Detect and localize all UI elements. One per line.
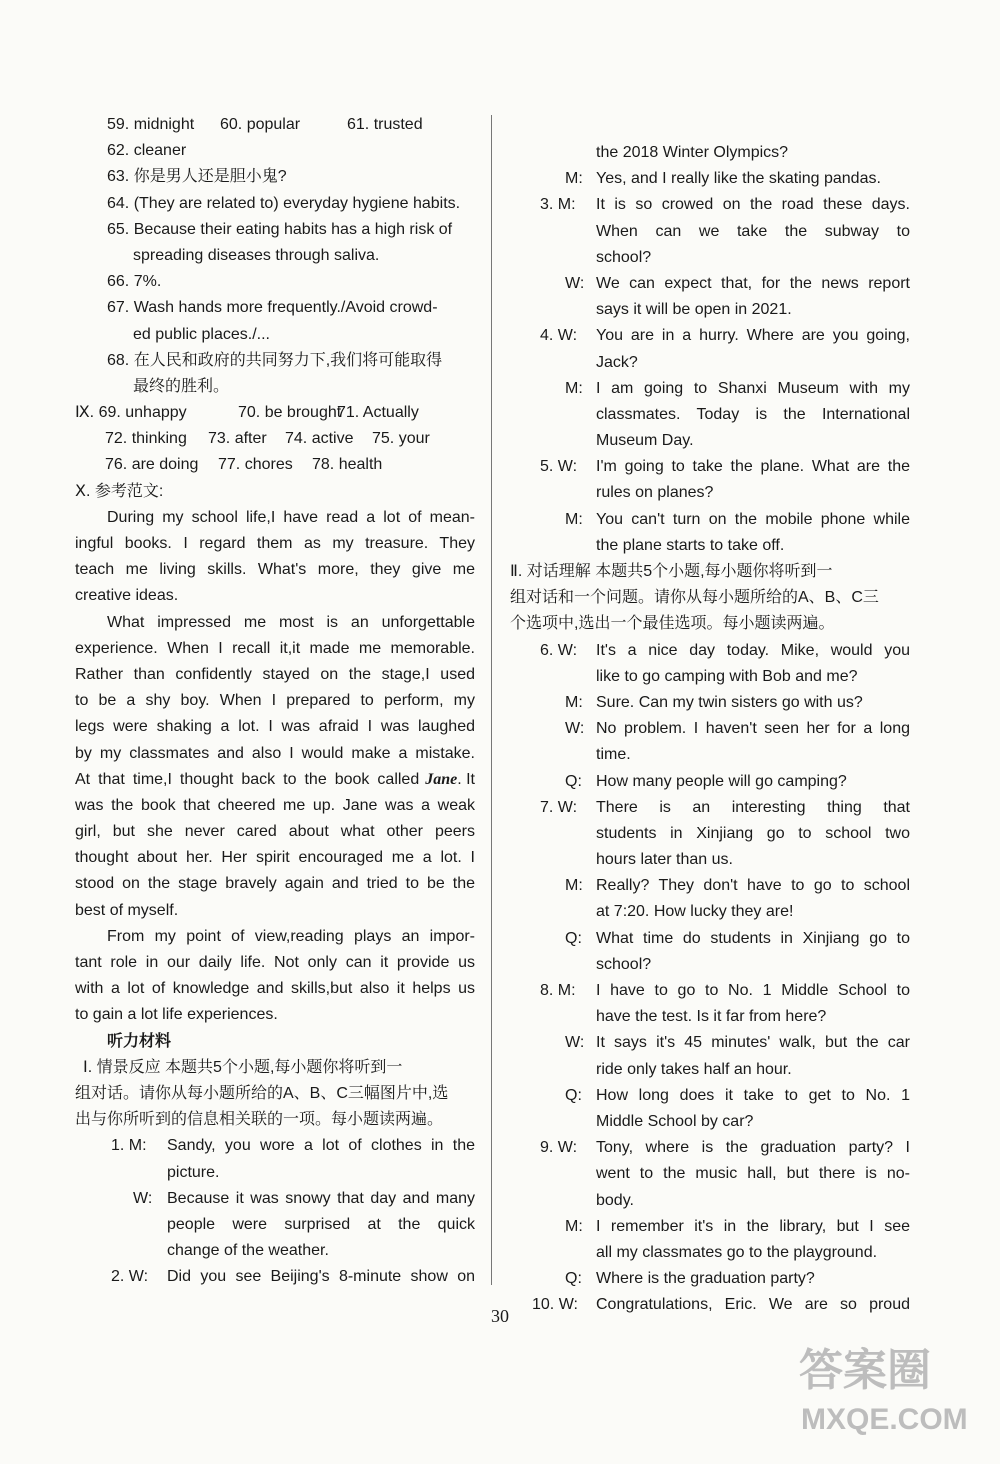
- listening-title: 听力材料: [107, 1032, 172, 1050]
- answer-line-72-75: 72. thinking 73. after 74. active 75. your: [105, 430, 430, 448]
- dialogue-6: 6. W: It's a nice day today. Mike, would you like to go camping with Bob and me? M: Sure. Can my twin sisters go with us? W: No problem. I haven't seen her for a long time. Q: How many people will go camping?: [540, 641, 910, 790]
- answer-line-69-71: Ⅸ. 69. unhappy 70. be brought 71. Actually: [75, 404, 419, 422]
- dialogue-9: 9. W: Tony, where is the graduation party? I went to the music hall, but there is no- body. M: I remember it's in the library, but I see all my classmates go to the playground. Q: Where is the graduation party?: [540, 1139, 910, 1288]
- dialogue-8: 8. M: I have to go to No. 1 Middle School to have the test. Is it far from here? W: It says it's 45 minutes' walk, but the car ride only takes half an hour. Q: How long does it take to get to No. 1 Middle School by car?: [540, 982, 910, 1130]
- dialogue-3: 3. M: It is so crowed on the road these days. When can we take the subway to school? W: We can expect that, for the news report says it will be open in 2021.: [540, 196, 910, 319]
- answer-68: 68. 在人民和政府的共同努力下,我们将可能取得: [107, 351, 443, 369]
- answer-66: 66. 7%.: [107, 273, 162, 291]
- section-i-instructions: Ⅰ. 情景反应 本题共5个小题,每小题你将听到一 组对话。请你从每小题所给的A、B、C三幅图片中,选 出与你所听到的信息相关联的一项。每小题读两遍。: [75, 1058, 449, 1129]
- watermark-brand: 答案圈: [799, 1346, 931, 1395]
- dialogue-4: 4. W: You are in a hurry. Where are you going, Jack? M: I am going to Shanxi Museum with my classmates. Today is the International Museum Day.: [540, 327, 910, 450]
- right-column: [510, 140, 910, 1318]
- section-ii-instructions: Ⅱ. 对话理解 本题共5个小题,每小题你将听到一 组对话和一个问题。请你从每小题所给的A、B、C三 个选项中,选出一个最佳选项。每小题读两遍。: [510, 563, 879, 633]
- watermark-url: MXQE.COM: [801, 1403, 968, 1436]
- column-divider: [491, 115, 492, 1285]
- dialogue-2-cont: the 2018 Winter Olympics?: [596, 144, 789, 161]
- dialogue-2-reply: M: Yes, and I really like the skating pandas.: [565, 170, 881, 188]
- watermark-logo: [795, 1333, 970, 1438]
- essay-paragraph-1: During my school life,I have read a lot of mean- ingful books. I regard them as my treasure. They teach me living skills. What's more, they give me creative ideas.: [75, 508, 475, 605]
- answer-64: 64. (They are related to) everyday hygiene habits.: [107, 194, 461, 212]
- left-column: [75, 112, 475, 1290]
- essay-line-jane: At that time,I thought back to the book called Jane . It: [75, 767, 475, 793]
- answer-59: 59. midnight: [107, 116, 195, 133]
- answer-60: 60. popular: [220, 116, 301, 133]
- answer-68-cont: 最终的胜利。: [133, 377, 230, 395]
- answer-line-76-78: 76. are doing 77. chores 78. health: [105, 456, 383, 474]
- answer-67: 67. Wash hands more frequently./Avoid crowd-: [107, 299, 438, 317]
- answer-line-59-61: [75, 112, 475, 138]
- dialogue-7: 7. W: There is an interesting thing that students in Xinjiang go to school two hours later than us. M: Really? They don't have to go to school at 7:20. How lucky they are! Q: What time do students in Xinjiang go to school?: [540, 798, 910, 973]
- answer-62: 62. cleaner: [107, 142, 187, 160]
- dialogue-5: 5. W: I'm going to take the plane. What are the rules on planes? M: You can't turn on the mobile phone while the plane starts to take off.: [540, 458, 910, 554]
- answer-65-cont: spreading diseases through saliva.: [133, 246, 380, 264]
- answer-61: 61. trusted: [347, 116, 423, 133]
- dialogue-10: 10. W: Congratulations, Eric. We are so proud: [532, 1296, 910, 1314]
- book-title: Jane: [425, 770, 458, 788]
- essay-paragraph-2: What impressed me most is an unforgettable experience. When I recall it,it made me memorable. Rather than confidently stayed on the stage,I used to be a shy boy. When I prepared to perform, my legs were shaking a lot. I was afraid I was laughed by my classmates and also I would make a mistake. At that time,I thought back to the book called Jane . It was the book that cheered me up. Jane was a weak girl, but she never cared about what other peers thought about her. Her spirit encouraged me a lot. I stood on the stage bravely again and tried to be the best of myself.: [75, 613, 475, 919]
- answer-65: 65. Because their eating habits has a high risk of: [107, 220, 453, 238]
- page-number: 30: [491, 1306, 509, 1326]
- dialogue-2: 2. W: Did you see Beijing's 8-minute show on: [111, 1268, 475, 1286]
- section-x-heading: Ⅹ. 参考范文:: [75, 482, 164, 500]
- dialogue-1: 1. M: Sandy, you wore a lot of clothes in the picture. W: Because it was snowy that day and many people were surprised at the quick change of the weather.: [111, 1137, 475, 1260]
- essay-paragraph-3: From my point of view,reading plays an impor- tant role in our daily life. Not only can it provide us with a lot of knowledge and skills,but also it helps us to gain a lot life experiences.: [75, 927, 475, 1024]
- answer-67-cont: ed public places./...: [133, 325, 270, 343]
- answer-63: 63. 你是男人还是胆小鬼?: [107, 168, 287, 186]
